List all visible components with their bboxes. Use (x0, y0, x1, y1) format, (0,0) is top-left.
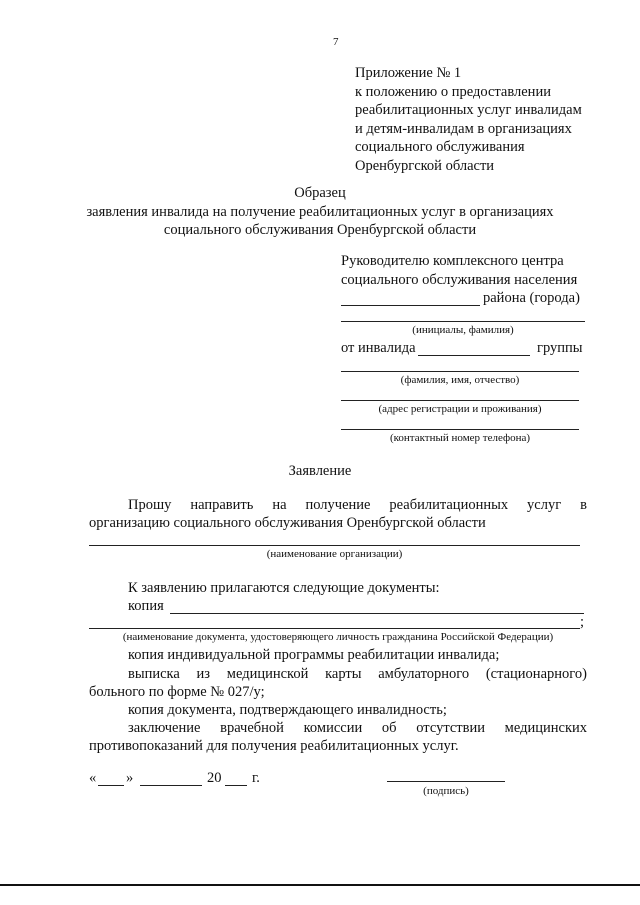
item-extract-line2: больного по форме № 027/у; (89, 684, 265, 700)
caption-address: (адрес регистрации и проживания) (378, 403, 542, 415)
request-word: направить (190, 497, 254, 513)
date-close-quote: » (126, 770, 134, 786)
district-suffix: района (города) (483, 290, 580, 306)
item-disability: копия документа, подтверждающего инвалидность; (128, 702, 447, 718)
conclusion-word: об (381, 720, 397, 736)
extract-word: выписка (128, 666, 180, 682)
address-blank[interactable] (341, 400, 579, 401)
conclusion-word: медицинских (504, 720, 587, 736)
request-word: Прошу (128, 497, 172, 513)
conclusion-word: отсутствии (416, 720, 485, 736)
addressee-line2: социального обслуживания населения (341, 272, 578, 288)
date-year-blank[interactable] (225, 785, 247, 786)
extract-word: амбулаторного (378, 666, 470, 682)
caption-phone: (контактный номер телефона) (389, 432, 531, 444)
fio-blank[interactable] (341, 371, 579, 372)
copy-label: копия (128, 598, 164, 614)
organization-blank[interactable] (89, 545, 580, 546)
appendix-line: к положению о предоставлении (355, 83, 551, 100)
conclusion-word: врачебной (220, 720, 284, 736)
id-document-blank-2[interactable] (89, 628, 580, 629)
title-heading: Образец (294, 185, 346, 201)
extract-word: (стационарного) (485, 666, 587, 682)
from-prefix: от инвалида (341, 340, 416, 356)
appendix-line: и детям-инвалидам в организациях (355, 120, 572, 137)
item-conclusion-line1 (128, 720, 587, 737)
appendix-line: социального обслуживания (355, 139, 525, 155)
page-number: 7 (333, 36, 339, 48)
date-year-suffix: г. (252, 770, 260, 786)
date-month-blank[interactable] (140, 785, 202, 786)
group-blank[interactable] (418, 355, 530, 356)
documents-intro: К заявлению прилагаются следующие документы: (128, 580, 440, 596)
phone-blank[interactable] (341, 429, 579, 430)
request-word: услуг (527, 497, 562, 513)
request-word: в (580, 497, 587, 513)
group-suffix: группы (537, 340, 583, 356)
id-document-semicolon: ; (580, 614, 585, 630)
request-word: на (272, 497, 287, 513)
item-extract-line1 (128, 666, 587, 683)
request-word: реабилитационных (389, 497, 509, 513)
caption-initials: (инициалы, фамилия) (412, 324, 514, 336)
signature-blank[interactable] (387, 781, 505, 782)
appendix-block (355, 64, 582, 175)
district-blank[interactable] (341, 305, 480, 306)
date-day-blank[interactable] (98, 785, 124, 786)
caption-organization: (наименование организации) (266, 548, 403, 560)
id-document-blank-1[interactable] (170, 613, 584, 614)
conclusion-word: заключение (128, 720, 201, 736)
title-subtitle-line1: заявления инвалида на получение реабилитационных услуг в организациях (86, 204, 554, 220)
page-bottom-rule (0, 884, 640, 886)
request-line2: организацию социального обслуживания Оренбургской области (89, 515, 486, 531)
request-word: получение (305, 497, 371, 513)
statement-heading: Заявление (288, 463, 352, 479)
initials-blank[interactable] (341, 321, 585, 322)
addressee-line1: Руководителю комплексного центра (341, 253, 564, 269)
extract-word: карты (325, 666, 362, 682)
appendix-line: реабилитационных услуг инвалидам (355, 102, 582, 118)
date-year-prefix: 20 (207, 770, 222, 786)
request-line1 (128, 497, 587, 514)
item-ipr: копия индивидуальной программы реабилитации инвалида; (128, 647, 500, 663)
extract-word: медицинской (226, 666, 309, 682)
caption-signature: (подпись) (423, 785, 469, 797)
extract-word: из (196, 666, 211, 682)
appendix-line: Приложение № 1 (355, 65, 462, 81)
conclusion-word: комиссии (303, 720, 363, 736)
title-subtitle-line2: социального обслуживания Оренбургской области (163, 222, 477, 238)
date-open-quote: « (89, 770, 97, 786)
caption-id-document: (наименование документа, удостоверяющего личность гражданина Российской Федерации) (122, 631, 554, 643)
appendix-line: Оренбургской области (355, 157, 495, 174)
caption-fio: (фамилия, имя, отчество) (400, 374, 520, 386)
item-conclusion-line2: противопоказаний для получения реабилитационных услуг. (89, 738, 459, 754)
